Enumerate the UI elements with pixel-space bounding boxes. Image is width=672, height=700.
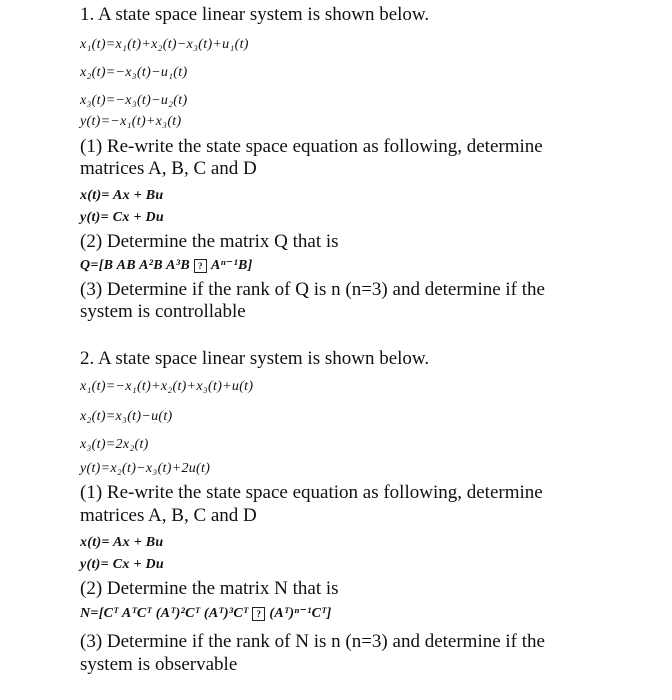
problem1-part3-line1: (3) Determine if the rank of Q is n (n=3) and determine if the <box>80 279 545 300</box>
missing-glyph-icon: ? <box>194 259 207 273</box>
problem2-observability-matrix <box>80 605 332 623</box>
problem1-equation-2: x₂(t)=−x₃(t)−u₁(t) <box>80 65 188 80</box>
problem1-matrix-end: Aⁿ⁻¹B] <box>210 258 253 273</box>
problem2-matrix-label: N=[Cᵀ AᵀCᵀ (Aᵀ)²Cᵀ (Aᵀ)³Cᵀ <box>80 606 249 621</box>
problem1-equation-3: x₃(t)=−x₃(t)−u₂(t) <box>80 93 188 108</box>
problem2-equation-2: x₂(t)=x₃(t)−u(t) <box>80 409 173 424</box>
problem1-matrix-label: Q=[B AB A²B A³B <box>80 258 190 273</box>
problem1-heading: 1. A state space linear system is shown below. <box>80 4 430 25</box>
problem1-part2: (2) Determine the matrix Q that is <box>80 231 339 252</box>
problem2-heading: 2. A state space linear system is shown below. <box>80 348 430 369</box>
problem1-equation-1: x₁(t)=x₁(t)+x₂(t)−x₃(t)+u₁(t) <box>80 37 249 52</box>
problem2-equation-1: x₁(t)=−x₁(t)+x₂(t)+x₃(t)+u(t) <box>80 379 254 394</box>
problem2-matrix-end: (Aᵀ)ⁿ⁻¹Cᵀ] <box>269 606 332 621</box>
problem1-equation-4: y(t)=−x₁(t)+x₃(t) <box>80 114 182 129</box>
problem2-equation-4: y(t)=x₂(t)−x₃(t)+2u(t) <box>80 461 211 476</box>
problem1-part1-line1: (1) Re-write the state space equation as following, determine <box>80 136 543 157</box>
missing-glyph-icon: ? <box>252 607 265 621</box>
problem1-part1-line2: matrices A, B, C and D <box>80 158 257 179</box>
problem2-output-equation: y(t)= Cx + Du <box>80 557 165 572</box>
problem1-output-equation: y(t)= Cx + Du <box>80 210 165 225</box>
problem2-part1-line2: matrices A, B, C and D <box>80 505 257 526</box>
problem2-state-equation: x(t)= Ax + Bu <box>80 535 164 550</box>
problem1-state-equation: x(t)= Ax + Bu <box>80 188 164 203</box>
problem1-part3-line2: system is controllable <box>80 301 246 322</box>
problem2-part1-line1: (1) Re-write the state space equation as following, determine <box>80 482 543 503</box>
problem2-equation-3: x₃(t)=2x₂(t) <box>80 437 149 452</box>
problem2-part3-line2: system is observable <box>80 654 238 675</box>
problem2-part2: (2) Determine the matrix N that is <box>80 578 339 599</box>
problem1-controllability-matrix <box>80 257 253 275</box>
problem2-part3-line1: (3) Determine if the rank of N is n (n=3) and determine if the <box>80 631 545 652</box>
